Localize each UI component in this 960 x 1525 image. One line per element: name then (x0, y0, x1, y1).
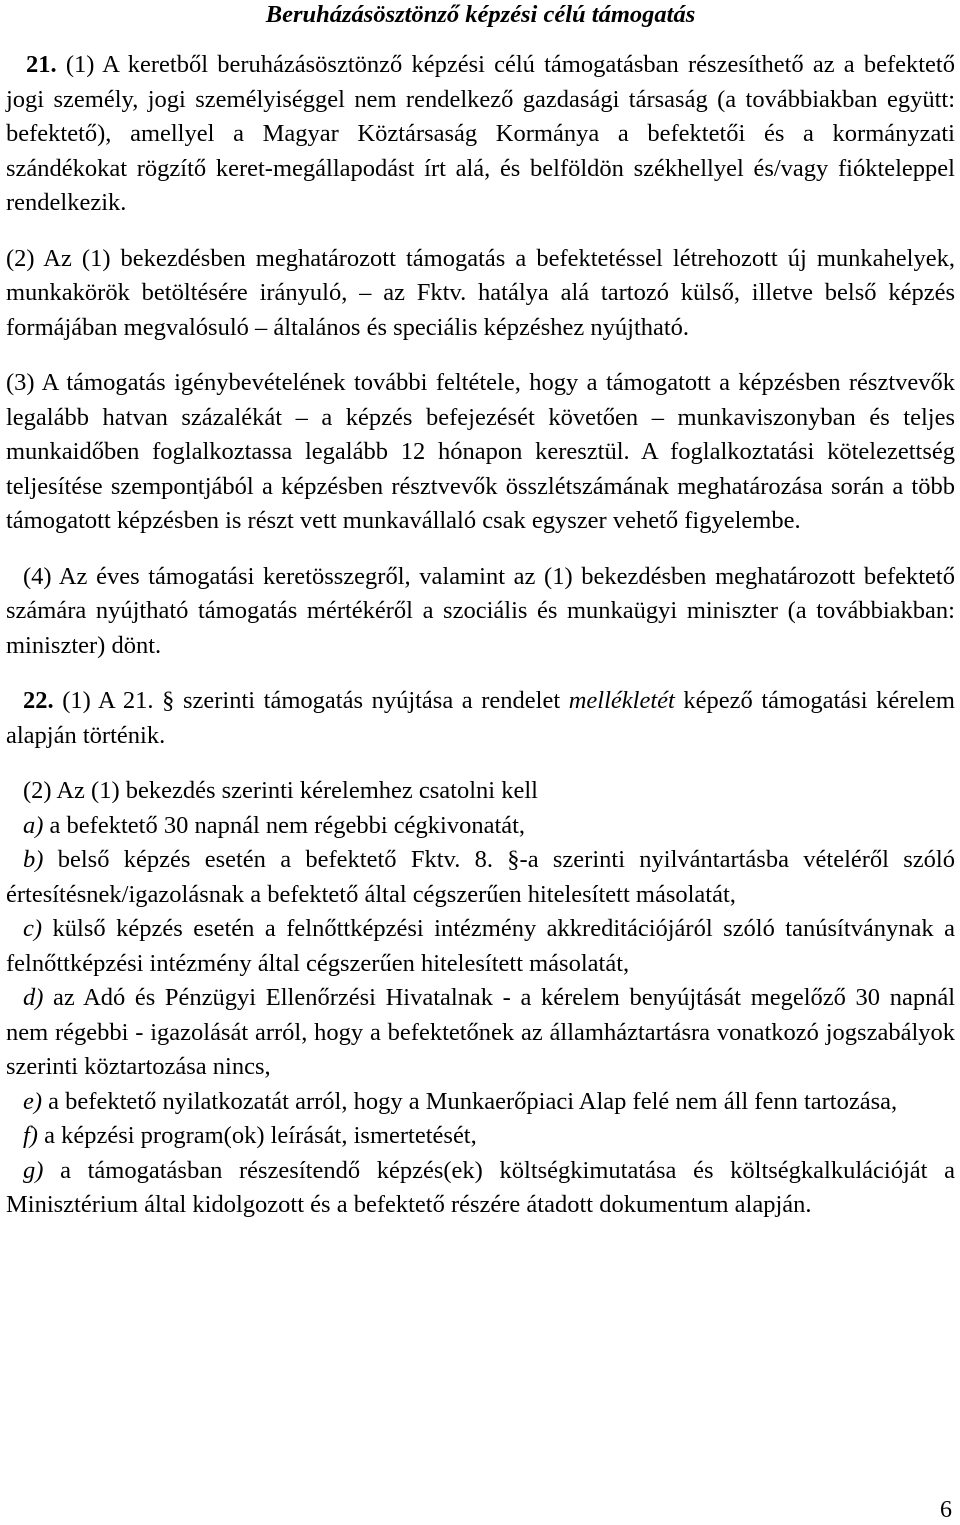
list-item-label: e) (23, 1087, 43, 1115)
list-item (6, 981, 955, 1085)
list-item-label: b) (23, 846, 44, 873)
list-item-text: a befektető 30 napnál nem régebbi cégkivonatát, (43, 811, 526, 839)
list-item-text: a befektető nyilatkozatát arról, hogy a Munkaerőpiaci Alap felé nem áll fenn tartozása, (42, 1087, 898, 1115)
section-21-p1-text: (1) A keretből beruházásösztönző képzési célú támogatásban részesíthető az a befektető jogi személy, jogi személyiséggel nem rendelkező gazdasági társaság (a továbbiakban együtt: befektető), amellyel a Magyar Köztársaság Kormánya a befektetői és a kormányzati szándékokat rögzítő keret-megállapodást írt alá, és belföldön székhellyel és/vagy fiókteleppel rendelkezik. (6, 51, 955, 216)
list-item (6, 912, 955, 981)
list-item-label: g) (23, 1156, 44, 1184)
page-number: 6 (940, 1497, 952, 1523)
list-item-text: külső képzés esetén a felnőttképzési intézmény akkreditációjáról szóló tanúsítványnak a felnőttképzési intézmény által cégszerűen hitelesített másolatát, (6, 915, 955, 977)
section-22-p1-text-a: (1) A 21. § szerinti támogatás nyújtása a rendelet (53, 687, 569, 714)
list-item (6, 1119, 955, 1154)
section-22-paragraph-1 (6, 684, 955, 753)
list-item (6, 1154, 955, 1223)
document-title: Beruházásösztönző képzési célú támogatás (265, 1, 696, 28)
list-item (6, 809, 955, 844)
section-22-number: 22. (23, 687, 54, 714)
list-item-label: d) (23, 984, 44, 1011)
section-22-p1-text-b: képező támogatási kérelem alapján történik. (6, 687, 955, 749)
document-page (6, 0, 955, 1223)
section-21-paragraph-1 (6, 48, 955, 221)
section-21-paragraph-2: (2) Az (1) bekezdésben meghatározott támogatás a befektetéssel létrehozott új munkahelyek, munkakörök betöltésére irányuló, – az Fktv. hatálya alá tartozó külső, illetve belső képzés formájában megvalósuló – általános és speciális képzéshez nyújtható. (6, 244, 955, 341)
list-item-label: a) (23, 811, 44, 839)
section-21-paragraph-4: (4) Az éves támogatási keretösszegről, valamint az (1) bekezdésben meghatározott befektető számára nyújtható támogatás mértékéről a szociális és munkaügyi miniszter (a továbbiakban: miniszter) dönt. (6, 562, 955, 659)
section-21-number: 21. (26, 51, 57, 78)
list-item-text: belső képzés esetén a befektető Fktv. 8. §-a szerinti nyilvántartásba vételéről szóló értesítésnek/igazolásnak a befektető által cégszerűen hitelesített másolatát, (6, 846, 955, 908)
list-item-label: f) (23, 1122, 38, 1149)
list-item (6, 843, 955, 912)
list-item-label: c) (23, 915, 43, 942)
section-22-paragraph-2: (2) Az (1) bekezdés szerinti kérelemhez csatolni kell (23, 777, 538, 804)
list-item (6, 1085, 955, 1120)
list-item-text: az Adó és Pénzügyi Ellenőrzési Hivatalnak - a kérelem benyújtását megelőző 30 napnál nem régebbi - igazolását arról, hogy a befektetőnek az államháztartásra vonatkozó jogszabályok szerinti köztartozása nincs, (6, 984, 955, 1080)
list-item-text: a támogatásban részesítendő képzés(ek) költségkimutatása és költségkalkulációját a Minisztérium által kidolgozott és a befektető részére átadott dokumentum alapján. (6, 1156, 955, 1218)
annex-link[interactable]: mellékletét (568, 687, 675, 714)
attachment-list (6, 809, 955, 1223)
section-21-paragraph-3: (3) A támogatás igénybevételének további feltétele, hogy a támogatott a képzésben résztvevők legalább hatvan százalékát – a képzés befejezését követően – munkaviszonyban és teljes munkaidőben foglalkoztassa legalább 12 hónapon keresztül. A foglalkoztatási kötelezettség teljesítése szempontjából a képzésben résztvevők összlétszámának meghatározása során a több támogatott képzésben is részt vett munkavállaló csak egyszer vehető figyelembe. (6, 369, 955, 534)
list-item-text: a képzési program(ok) leírását, ismertetését, (37, 1122, 477, 1149)
